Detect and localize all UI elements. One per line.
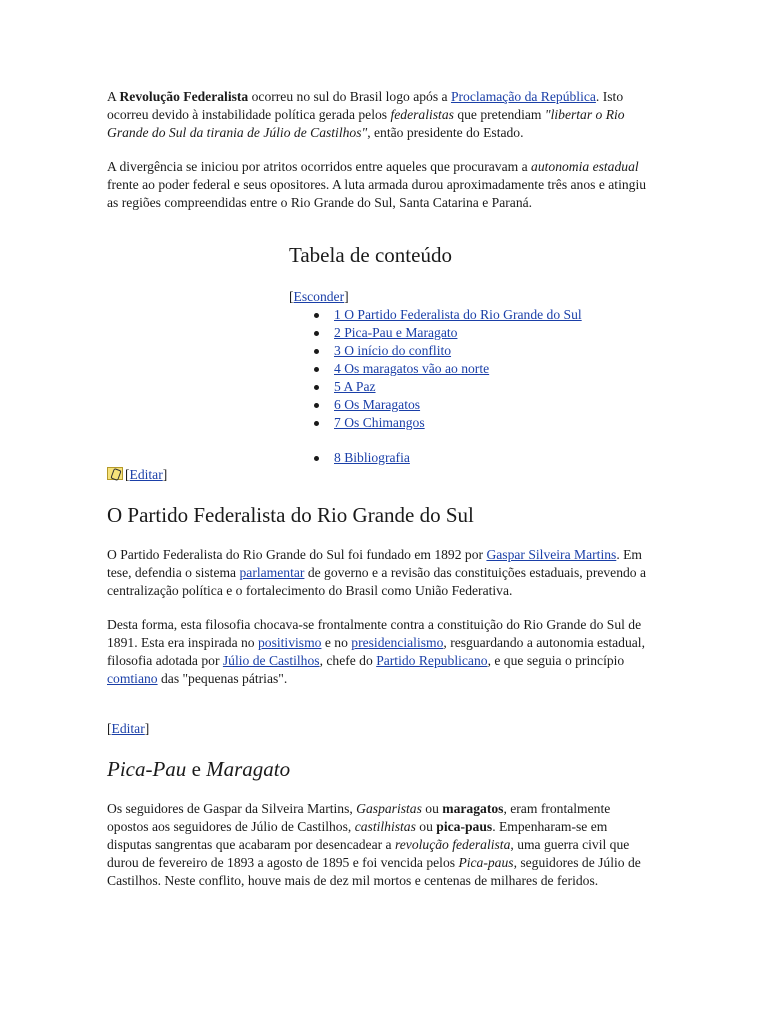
text: ou xyxy=(415,819,437,834)
italic-term: revolução federalista xyxy=(394,837,511,852)
toc-title: Tabela de conteúdo xyxy=(289,243,452,267)
link-presidencialismo[interactable]: presidencialismo xyxy=(351,635,444,650)
toc-link-4[interactable]: 4 Os maragatos vão ao norte xyxy=(334,361,490,376)
text: , seguidores de Júlio de Castilhos. Neste conflito, houve mais de dez mil mortos e centenas de milhares de feridos. xyxy=(107,855,641,888)
link-gaspar[interactable]: Gaspar Silveira Martins xyxy=(486,547,617,562)
section-partido-body xyxy=(107,546,652,704)
intro-paragraph-1 xyxy=(107,88,652,142)
toc-list xyxy=(289,306,649,467)
toc-item xyxy=(334,324,649,342)
italic-term: castilhistas xyxy=(354,819,416,834)
heading-italic: Pica-Pau xyxy=(107,757,187,781)
toc-toggle-row xyxy=(289,288,649,306)
bold-term: Revolução Federalista xyxy=(119,89,249,104)
toc-item xyxy=(334,360,649,378)
link-positivismo[interactable]: positivismo xyxy=(258,635,322,650)
pica-pau-paragraph-1 xyxy=(107,800,652,890)
text: de governo e a revisão das constituições estaduais, prevendo a centralização política e o fortalecimento do Brasil como União Federativa. xyxy=(107,565,647,598)
toc-link-5[interactable]: 5 A Paz xyxy=(334,379,376,394)
text: A divergência se iniciou por atritos ocorridos entre aqueles que procuravam a xyxy=(107,159,532,174)
text: , uma guerra civil que durou de fevereiro de 1893 a agosto de 1895 e foi vencida pelos xyxy=(107,837,630,870)
toc-link-8[interactable]: 8 Bibliografia xyxy=(334,450,410,465)
edit-link[interactable]: Editar xyxy=(129,467,163,482)
bracket: ] xyxy=(144,721,150,736)
toc-item xyxy=(334,342,649,360)
partido-paragraph-2 xyxy=(107,616,652,688)
toc-hide-link[interactable]: Esconder xyxy=(293,289,345,304)
toc-item xyxy=(334,378,649,396)
toc-item xyxy=(334,414,649,432)
text: Desta forma, esta filosofia chocava-se frontalmente contra a constituição do Rio Grande do Sul de 1891. Esta era inspirada no xyxy=(107,617,642,650)
link-proclamacao[interactable]: Proclamação da República xyxy=(450,89,596,104)
edit-row xyxy=(107,720,149,738)
intro-paragraph-2 xyxy=(107,158,652,212)
section-pica-pau-body xyxy=(107,800,652,906)
edit-pencil-icon[interactable] xyxy=(107,467,123,480)
toc-link-2[interactable]: 2 Pica-Pau e Maragato xyxy=(334,325,458,340)
text: , e que seguia o princípio xyxy=(487,653,625,668)
toc-item xyxy=(334,396,649,414)
link-julio-castilhos[interactable]: Júlio de Castilhos xyxy=(222,653,320,668)
toc-link-6[interactable]: 6 Os Maragatos xyxy=(334,397,421,412)
text: , chefe do xyxy=(319,653,377,668)
bracket: ] xyxy=(162,467,168,482)
italic-term: Pica-paus xyxy=(458,855,514,870)
bold-term: pica-paus xyxy=(436,819,493,834)
edit-row xyxy=(107,466,167,484)
italic-term: federalistas xyxy=(390,107,454,122)
text: . Isto ocorreu devido à instabilidade política gerada pelos xyxy=(107,89,624,122)
article-content xyxy=(107,88,652,888)
text: ocorreu no sul do Brasil logo após a xyxy=(248,89,451,104)
section-heading-pica-pau xyxy=(107,757,291,781)
section-heading-partido: O Partido Federalista do Rio Grande do Sul xyxy=(107,503,474,527)
heading-italic: Maragato xyxy=(206,757,291,781)
text: , eram frontalmente opostos aos seguidores de Júlio de Castilhos, xyxy=(107,801,611,834)
text: e no xyxy=(321,635,352,650)
italic-term: autonomia estadual xyxy=(531,159,639,174)
link-parlamentar[interactable]: parlamentar xyxy=(239,565,305,580)
toc-link-1[interactable]: 1 O Partido Federalista do Rio Grande do Sul xyxy=(334,307,582,322)
toc-link-7[interactable]: 7 Os Chimangos xyxy=(334,415,425,430)
link-partido-republicano[interactable]: Partido Republicano xyxy=(376,653,488,668)
bracket: [ xyxy=(125,467,130,482)
bracket: [ xyxy=(289,289,294,304)
text: , então presidente do Estado. xyxy=(367,125,524,140)
text: frente ao poder federal e seus opositores. A luta armada durou aproximadamente três anos e atingiu as regiões compreendidas entre o Rio Grande do Sul, Santa Catarina e Paraná. xyxy=(107,177,647,210)
partido-paragraph-1 xyxy=(107,546,652,600)
bracket: ] xyxy=(344,289,349,304)
heading-text: e xyxy=(186,757,207,781)
edit-link[interactable]: Editar xyxy=(111,721,145,736)
text: ou xyxy=(421,801,443,816)
text: Os seguidores de Gaspar da Silveira Martins, xyxy=(107,801,357,816)
text: . Empenharam-se em disputas sangrentas que acabaram por desencadear a xyxy=(107,819,608,852)
toc-link-3[interactable]: 3 O início do conflito xyxy=(334,343,452,358)
text: que pretendiam xyxy=(453,107,545,122)
italic-term: Gasparistas xyxy=(356,801,422,816)
italic-quote: "libertar o Rio Grande do Sul da tirania de Júlio de Castilhos" xyxy=(107,107,625,140)
text: das "pequenas pátrias". xyxy=(157,671,288,686)
text: A xyxy=(107,89,120,104)
link-comtiano[interactable]: comtiano xyxy=(107,671,158,686)
text: O Partido Federalista do Rio Grande do Sul foi fundado em 1892 por xyxy=(107,547,487,562)
bracket: [ xyxy=(107,721,112,736)
toc-item xyxy=(334,306,649,324)
text: . Em tese, defendia o sistema xyxy=(107,547,642,580)
table-of-contents xyxy=(289,288,649,467)
text: , resguardando a autonomia estadual, filosofia adotada por xyxy=(107,635,645,668)
toc-item xyxy=(334,449,649,467)
bold-term: maragatos xyxy=(442,801,504,816)
